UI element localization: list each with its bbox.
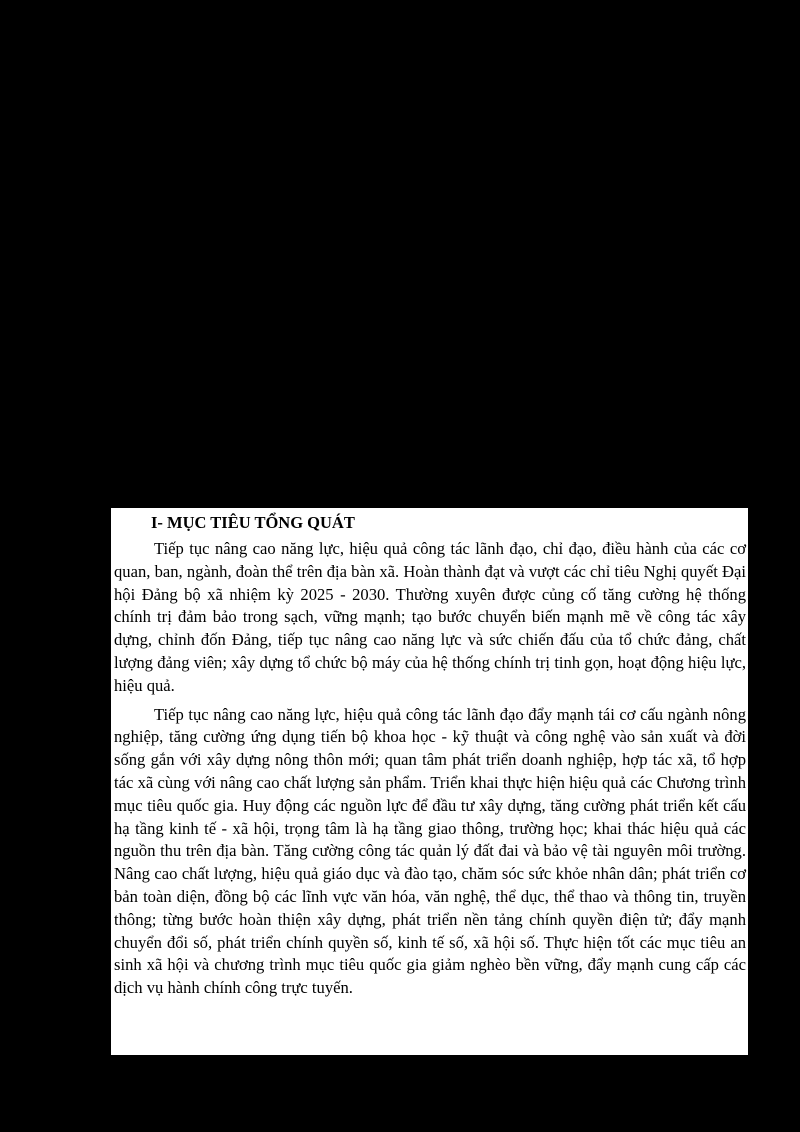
paragraph-1: Tiếp tục nâng cao năng lực, hiệu quả công tác lãnh đạo, chỉ đạo, điều hành của các cơ quan, ban, ngành, đoàn thể trên địa bàn xã. Hoàn thành đạt và vượt các chỉ tiêu Nghị quyết Đại hội Đảng bộ xã nhiệm kỳ 2025 - 2030. Thường xuyên được củng cố tăng cường hệ thống chính trị đảm bảo trong sạch, vững mạnh; tạo bước chuyển biến mạnh mẽ về công tác xây dựng, chỉnh đốn Đảng, tiếp tục nâng cao năng lực và sức chiến đấu của tổ chức đảng, chất lượng đảng viên; xây dựng tổ chức bộ máy của hệ thống chính trị tinh gọn, hoạt động hiệu lực, hiệu quả. (114, 539, 746, 695)
section-heading: I- MỤC TIÊU TỔNG QUÁT (151, 513, 355, 532)
paragraph-2: Tiếp tục nâng cao năng lực, hiệu quả công tác lãnh đạo đẩy mạnh tái cơ cấu ngành nông nghiệp, tăng cường ứng dụng tiến bộ khoa học - kỹ thuật và công nghệ vào sản xuất và đời sống gắn với xây dựng nông thôn mới; quan tâm phát triển doanh nghiệp, hợp tác xã, tổ hợp tác xã cùng với nâng cao chất lượng sản phẩm. Triển khai thực hiện hiệu quả các Chương trình mục tiêu quốc gia. Huy động các nguồn lực để đầu tư xây dựng, tăng cường phát triển kết cấu hạ tầng kinh tế - xã hội, trọng tâm là hạ tầng giao thông, trường học; khai thác hiệu quả các nguồn thu trên địa bàn. Tăng cường công tác quản lý đất đai và bảo vệ tài nguyên môi trường. Nâng cao chất lượng, hiệu quả giáo dục và đào tạo, chăm sóc sức khỏe nhân dân; phát triển cơ bản toàn diện, đồng bộ các lĩnh vực văn hóa, văn nghệ, thể dục, thể thao và thông tin, truyền thông; từng bước hoàn thiện xây dựng, phát triển nền tảng chính quyền điện tử; đẩy mạnh chuyển đổi số, phát triển chính quyền số, kinh tế số, xã hội số. Thực hiện tốt các mục tiêu an sinh xã hội và chương trình mục tiêu quốc gia giảm nghèo bền vững, đẩy mạnh cung cấp các dịch vụ hành chính công trực tuyến. (114, 704, 746, 998)
document-text-block (111, 508, 748, 1055)
